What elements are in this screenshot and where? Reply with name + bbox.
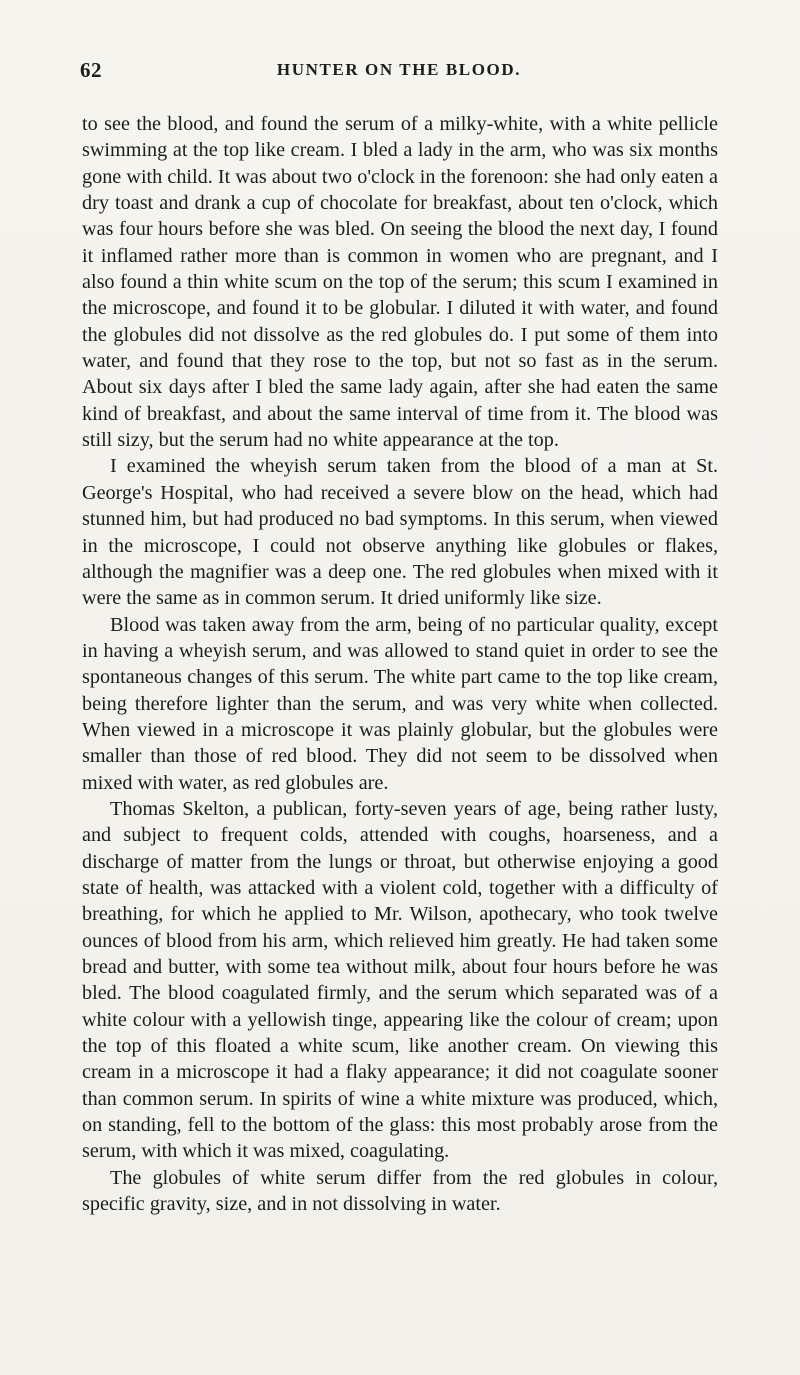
paragraph: to see the blood, and found the serum of a milky-white, with a white pellicle swimming at the top like cream. I bled a lady in the arm, who was six months gone with child. It was about two o'clock in the forenoon: she had only eaten a dry toast and drank a cup of chocolate for breakfast, about ten o'clock, which was four hours before she was bled. On seeing the blood the next day, I found it inflamed rather more than is common in women who are pregnant, and I also found a thin white scum on the top of the serum; this scum I examined in the microscope, and found it to be globular. I diluted it with water, and found the globules did not dissolve as the red globules do. I put some of them into water, and found that they rose to the top, but not so fast as in the serum. About six days after I bled the same lady again, after she had eaten the same kind of breakfast, and about the same interval of time from it. The blood was still sizy, but the serum had no white appearance at the top. (82, 113, 718, 452)
paragraph: I examined the wheyish serum taken from the blood of a man at St. George's Hospital, who had received a severe blow on the head, which had stunned him, but had produced no bad symptoms. In this serum, when viewed in the microscope, I could not observe anything like globules or flakes, although the magnifier was a deep one. The red globules when mixed with it were the same as in common serum. It dried uniformly like size. (82, 455, 718, 610)
running-title: HUNTER ON THE BLOOD. (276, 60, 522, 79)
paragraph: The globules of white serum differ from the red globules in colour, specific gravity, size, and in not dissolving in water. (82, 1166, 718, 1216)
page-number: 62 (80, 58, 102, 82)
running-head (80, 58, 718, 88)
paragraph: Thomas Skelton, a publican, forty-seven years of age, being rather lusty, and subject to frequent colds, attended with coughs, hoarseness, and a discharge of matter from the lungs or throat, but otherwise enjoying a good state of health, was attacked with a violent cold, together with a difficulty of breathing, for which he applied to Mr. Wilson, apothecary, who took twelve ounces of blood from his arm, which relieved him greatly. He had taken some bread and butter, with some tea without milk, about four hours before he was bled. The blood coagulated firmly, and the serum which separated was of a white colour with a yellowish tinge, appearing like the colour of cream; upon the top of this floated a white scum, like another cream. On viewing this cream in a microscope it had a flaky appearance; it did not coagulate sooner than common serum. In spirits of wine a white mixture was produced, which, on standing, fell to the bottom of the glass: this most probably arose from the serum, with which it was mixed, coagulating. (82, 797, 718, 1163)
body-text (82, 111, 718, 1217)
paragraph: Blood was taken away from the arm, being of no particular quality, except in having a wheyish serum, and was allowed to stand quiet in order to see the spontaneous changes of this serum. The white part came to the top like cream, being therefore lighter than the serum, and was very white when collected. When viewed in a microscope it was plainly globular, but the globules were smaller than those of red blood. They did not seem to be dissolved when mixed with water, as red globules are. (82, 613, 718, 794)
